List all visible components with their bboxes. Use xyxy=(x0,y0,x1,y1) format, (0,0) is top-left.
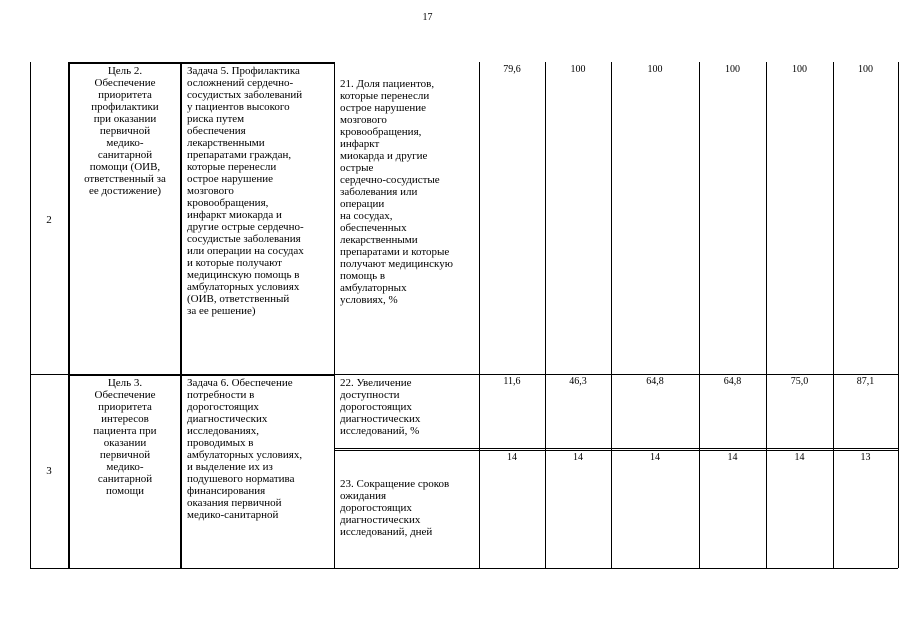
task-cell-6: Задача 6. Обеспечение потребности в дорогостоящих диагностических исследованиях, проводимых в амбулаторных условиях, и выделение их из подушевого норматива финансирования оказания первичной медико-санитарной xyxy=(187,377,303,521)
goal-cell-3: Цель 3. Обеспечение приоритета интересов пациента при оказании первичной медико- санитарной помощи xyxy=(93,377,157,497)
indicator-22-value: 75,0 xyxy=(790,376,809,387)
indicator-23-value: 14 xyxy=(794,452,805,463)
page-number: 17 xyxy=(422,12,433,23)
indicator-23-value: 14 xyxy=(573,452,583,463)
indicator-21-value: 100 xyxy=(647,64,663,75)
indicator-21-value: 100 xyxy=(792,64,807,75)
goal-cell-2: Цель 2. Обеспечение приоритета профилактики при оказании первичной медико- санитарной помощи (ОИВ, ответственный за ее достижение) xyxy=(84,65,166,197)
indicator-23-label: 23. Сокращение сроков ожидания дорогостоящих диагностических исследований, дней xyxy=(340,478,450,538)
indicator-21-value: 100 xyxy=(570,64,586,75)
indicator-23-value: 14 xyxy=(507,452,517,463)
indicator-21-value: 100 xyxy=(725,64,740,75)
row-index-3: 3 xyxy=(46,465,52,477)
row-index-2: 2 xyxy=(46,214,52,226)
indicator-21-value: 100 xyxy=(858,64,873,75)
indicator-22-label: 22. Увеличение доступности дорогостоящих диагностических исследований, % xyxy=(340,377,421,437)
indicator-22-value: 64,8 xyxy=(646,376,664,387)
indicator-22-value: 46,3 xyxy=(569,376,587,387)
indicator-22-value: 87,1 xyxy=(856,376,875,387)
indicator-22-value: 64,8 xyxy=(723,376,742,387)
indicator-21-value: 79,6 xyxy=(503,64,521,75)
task-cell-5: Задача 5. Профилактика осложнений сердечно- сосудистых заболеваний у пациентов высокого риска путем обеспечения лекарственными препаратами граждан, которые перенесли острое нарушение мозгового кровообращения, инфаркт миокарда и другие острые сердечно- сосудистые заболевания или операции на сосудах и которые получают медицинскую помощь в амбулаторных условиях (ОИВ, ответственный за ее решение) xyxy=(187,65,304,317)
indicator-23-value: 14 xyxy=(650,452,660,463)
indicator-23-value: 14 xyxy=(727,452,738,463)
indicator-21-label: 21. Доля пациентов, которые перенесли острое нарушение мозгового кровообращения, инфаркт миокарда и другие острые сердечно-сосудистые заболевания или операции на сосудах, обеспеченных лекарственными препаратами и которые получают медицинскую помощь в амбулаторных условиях, % xyxy=(340,78,453,306)
indicator-23-value: 13 xyxy=(860,452,871,463)
indicator-22-value: 11,6 xyxy=(503,376,521,387)
